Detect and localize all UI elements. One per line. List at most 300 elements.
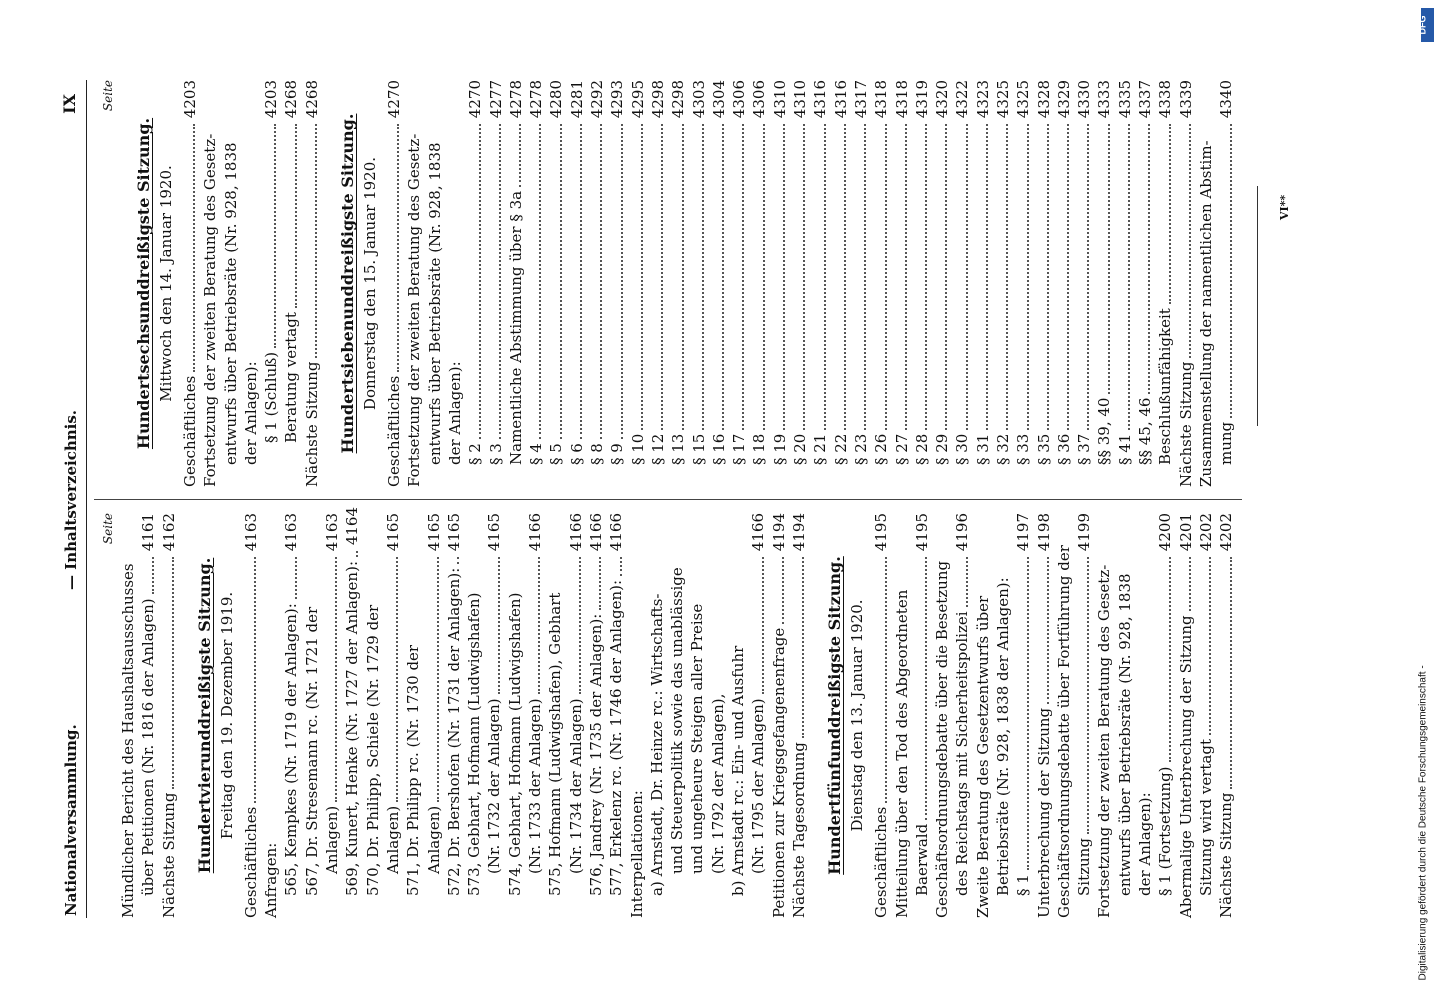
leader-dots [966,557,968,607]
session-date: Donnerstag den 15. Januar 1920. [361,156,380,411]
toc-entry-title: Sitzung wird vertagt [1196,739,1215,896]
session-heading: Hundertfünfunddreißigste Sitzung. [825,556,845,875]
toc-entry [465,80,485,487]
page-number-roman: IX [60,94,79,114]
leader-dots [1067,124,1069,430]
toc-entry-title: § 9 [608,443,627,465]
leader-dots [885,557,887,803]
toc-page-number: 4199 [1075,513,1094,552]
column-divider [94,499,1242,500]
toc-entry-title: § 5 [547,443,566,465]
toc-entry [567,80,587,487]
session-heading: Hundertvierunddreißigste Sitzung. [194,557,214,874]
toc-entry [871,80,891,487]
leader-dots [762,557,764,694]
toc-entry-title: Beschlußunfähigkeit [1156,308,1175,465]
leader-dots [682,124,684,430]
toc-page-number: 4194 [769,513,788,552]
leader-dots [335,557,337,802]
toc-page-number: 4306 [750,80,769,119]
leader-dots [539,124,541,439]
session-date: Dienstag den 13. Januar 1920. [848,599,867,832]
toc-page-number: 4270 [385,80,404,119]
toc-line: b) Arnstadt rc.: Ein- und Ausfuhr [729,645,748,896]
toc-page-number: 4197 [1014,513,1033,552]
toc-entry [159,513,179,918]
toc-line: (Nr. 1792 der Anlagen), [708,693,727,874]
leader-dots [172,557,174,789]
leader-dots [498,557,500,694]
toc-page-number: 4163 [282,513,301,552]
toc-entry [506,80,526,487]
toc-entry [1115,80,1135,487]
toc-line: Fortsetzung der zweiten Beratung des Gesetz- [201,133,220,487]
toc-page-number: 4194 [789,513,808,552]
toc-entry-title: Anlagen) [383,805,402,874]
toc-entry [424,513,444,918]
toc-page-number: 4318 [892,80,911,119]
toc-entry [973,80,993,487]
toc-entry-title: § 30 [953,433,972,465]
toc-entry [1013,80,1033,487]
toc-entry [525,513,545,918]
toc-entry-title: (Nr. 1734 der Anlagen) [566,698,585,874]
toc-entry-title: § 27 [892,433,911,465]
toc-page-number: 4298 [648,80,667,119]
toc-entry-title: § 19 [770,433,789,465]
toc-entry [1054,80,1074,487]
leader-dots [396,557,398,802]
header-rule [86,80,87,918]
toc-line: a) Arnstadt, Dr. Heinze rc.: Wirtschafts- [647,593,666,896]
toc-page-number: 4198 [1034,513,1053,552]
toc-entry-title: 576, Jandrey (Nr. 1735 der Anlagen): [586,613,605,896]
footer-rule [1257,186,1258,426]
toc-entry-title: Nächste Sitzung [159,792,178,918]
toc-line: Mitteilung über den Tod des Abgeordneten [892,589,911,918]
toc-line: Fortsetzung der zweiten Beratung des Gesetz- [405,133,424,487]
toc-line: Mündlicher Bericht des Haushaltsausschusses [119,563,137,918]
toc-entry [769,513,789,918]
toc-page-number: 4316 [831,80,850,119]
leader-dots [356,551,358,557]
toc-line: 567, Dr. Stresemann rc. (Nr. 1721 der [302,606,321,896]
toc-page-number: 4166 [749,513,768,552]
toc-entry-title: des Reichstags mit Sicherheitspolizei [953,611,972,896]
toc-line: Zusammenstellung der namentlichen Abstim- [1196,140,1215,487]
toc-page-number: 4330 [1075,80,1094,119]
toc-entry [668,80,688,487]
leader-dots [1148,124,1150,394]
toc-entry-title: Anlagen) [323,805,342,874]
toc-entry [587,80,607,487]
toc-line: Fortsetzung der zweiten Beratung des Gesetz- [1095,564,1114,918]
toc-entry [241,513,261,918]
toc-page-number: 4333 [1095,80,1114,119]
toc-page-number: 4310 [770,80,789,119]
toc-page-number: 4293 [608,80,627,119]
leader-dots [803,124,805,430]
toc-page-number: 4278 [527,80,546,119]
leader-dots [986,124,988,430]
toc-page-number: 4166 [586,513,605,552]
toc-page-number: 4195 [912,513,931,552]
toc-page-number: 4303 [689,80,708,119]
toc-page-number: 4277 [486,80,505,119]
toc-page-number: 4323 [973,80,992,119]
leader-dots [661,124,663,430]
toc-page-number: 4318 [872,80,891,119]
leader-dots [1087,124,1089,430]
toc-page-number: 4202 [1217,513,1236,552]
leader-dots [152,557,154,594]
toc-line: 573, Gebhart, Hofmann (Ludwigshafen) [465,592,484,896]
toc-entry-title: Nächste Sitzung [1176,361,1195,487]
leader-dots [1189,124,1191,358]
toc-entry [302,80,322,487]
toc-entry-title: § 1 (Schluß) [262,351,281,443]
toc-entry [912,513,932,918]
toc-entry-title: § 28 [912,433,931,465]
toc-entry [831,80,851,487]
toc-entry-title: § 21 [811,433,830,465]
toc-entry [1216,513,1236,918]
toc-page-number: 4281 [567,80,586,119]
toc-page-number: 4306 [730,80,749,119]
toc-page-number: 4163 [241,513,260,552]
toc-page-number: 4329 [1054,80,1073,119]
toc-entry-title: 569, Kunert, Henke (Nr. 1727 der Anlagen): [343,560,362,896]
toc-entry [912,80,932,487]
toc-entry [689,80,709,487]
toc-page-number: 4335 [1115,80,1134,119]
toc-entry-title: § 16 [709,433,728,465]
toc-entry-title: über Petitionen (Nr. 1816 der Anlagen) [139,598,158,896]
leader-dots [802,557,804,738]
session-date: Freitag den 19. Dezember 1919. [217,591,236,840]
dfg-logo [1417,8,1434,42]
toc-entry [261,80,281,487]
toc-entry-title: § 1 (Fortsetzung) [1156,766,1175,896]
toc-entry-title: § 18 [750,433,769,465]
toc-entry [648,80,668,487]
leader-dots [274,124,276,348]
seite-label-left: Seite [101,513,115,545]
toc-page-number: 4195 [872,513,891,552]
toc-page-number: 4316 [811,80,830,119]
toc-page-number: 4298 [669,80,688,119]
toc-entry [342,506,362,918]
toc-entry [1155,513,1175,918]
toc-page-number: 4317 [851,80,870,119]
toc-entry-title: Geschäftliches [385,375,404,487]
toc-entry [383,513,403,918]
leader-dots [1169,124,1171,304]
toc-page-number: 4166 [607,513,626,552]
toc-entry [810,80,830,487]
toc-page-number: 4165 [485,513,504,552]
toc-line: und ungeheure Steigen aller Preise [688,603,707,874]
leader-dots [600,124,602,439]
toc-page-number: 4339 [1176,80,1195,119]
leader-dots [1027,124,1029,430]
toc-entry [1176,80,1196,487]
toc-page-number: 4320 [933,80,952,119]
toc-entry-title: (Nr. 1733 der Anlagen) [526,698,545,874]
toc-entry-title: § 22 [831,433,850,465]
leader-dots [579,557,581,694]
toc-entry-title: Geschäftliches [181,375,199,487]
leader-dots [1027,557,1029,870]
toc-line: 570, Dr. Philipp, Schiele (Nr. 1729 der [363,604,382,896]
toc-page-number: 4328 [1034,80,1053,119]
toc-page-number: 4268 [282,80,301,119]
toc-entry-title: § 32 [993,433,1012,465]
toc-entry-title: (Nr. 1795 der Anlagen) [749,698,768,874]
toc-page-number: 4292 [588,80,607,119]
toc-entry-title: § 29 [933,433,952,465]
leader-dots [824,124,826,430]
session-heading: Hundertsiebenunddreißigste Sitzung. [338,113,358,454]
toc-entry [1074,80,1094,487]
toc-entry [952,513,972,918]
leader-dots [457,557,459,564]
leader-dots [1230,557,1232,789]
toc-entries-right [134,80,1237,487]
toc-entry [384,80,404,487]
toc-line: Zweite Beratung des Gesetzentwurfs über [973,595,992,918]
toc-entry [790,80,810,487]
toc-page-number: 4278 [506,80,525,119]
toc-entry-title: § 12 [648,433,667,465]
toc-entry [1034,513,1054,918]
toc-entry-title: § 35 [1034,433,1053,465]
leader-dots [254,557,256,803]
toc-entry-title: § 8 [588,443,607,465]
toc-entry [444,513,464,918]
toc-entry [1034,80,1054,487]
leader-dots [499,124,501,439]
toc-entry [486,80,506,487]
leader-dots [397,124,399,372]
toc-entry-title: Namentliche Abstimmung über § 3a [506,190,525,465]
toc-entry-title: § 4 [527,443,546,465]
toc-entry-title: § 23 [851,433,870,465]
toc-entry-title: § 33 [1014,433,1033,465]
toc-entry-title: 577, Erkelenz rc. (Nr. 1746 der Anlagen): [607,579,626,896]
toc-entry [1094,80,1114,487]
toc-line: der Anlagen): [1136,792,1155,896]
toc-page-number: 4196 [953,513,972,552]
toc-entry [1074,513,1094,918]
toc-entry-title: § 3 [486,443,505,465]
toc-page-number: 4270 [466,80,485,119]
page-header [62,0,96,1000]
toc-entry-title: Sitzung [1075,838,1094,896]
toc-page-number: 4165 [424,513,443,552]
toc-line: 574, Gebhart, Hofmann (Ludwigshafen) [505,592,524,896]
leader-dots [905,124,907,430]
leader-dots [925,124,927,430]
toc-entry-title: § 10 [628,433,647,465]
toc-page-number: 4325 [1014,80,1033,119]
digitization-note [1418,10,1430,990]
toc-entry [748,513,768,918]
toc-entry [851,80,871,487]
toc-entry [606,513,626,918]
toc-page-number: 4304 [709,80,728,119]
seite-label-right: Seite [101,80,115,112]
toc-page-number: 4162 [159,513,178,552]
toc-entry-title: § 37 [1075,433,1094,465]
toc-line: entwurfs über Betriebsräte (Nr. 928, 1838 [1115,573,1134,896]
leader-dots [193,124,195,372]
toc-entry-title: Nächste Tagesordnung [789,742,808,918]
leader-dots [1047,124,1049,430]
toc-entry-title: Unterbrechung der Sitzung [1034,707,1053,918]
leader-dots [1108,124,1110,394]
header-left-title: Nationalversammlung. [62,724,80,916]
toc-page-number: 4201 [1176,513,1195,552]
toc-entry-title: § 13 [669,433,688,465]
toc-entry-title: § 36 [1054,433,1073,465]
toc-page-number: 4319 [912,80,931,119]
toc-entry [1216,80,1236,487]
toc-page-number: 4202 [1196,513,1215,552]
toc-entry [546,80,566,487]
toc-entry [586,513,606,918]
toc-line: entwurfs über Betriebsräte (Nr. 928, 1838 [221,142,240,465]
leader-dots [1047,557,1049,704]
signature-mark: VI** [1278,194,1291,220]
leader-dots [1189,557,1191,611]
toc-entry-title: Petitionen zur Kriegsgefangenenfrage [769,627,788,918]
toc-line: Geschäftsordnungsdebatte über Fortführung der [1054,545,1073,918]
toc-entry [770,80,790,487]
toc-entry [1176,513,1196,918]
leader-dots [864,124,866,430]
dfg-logo-text: DFG [1417,15,1428,35]
toc-page-number: 4165 [383,513,402,552]
leader-dots [945,124,947,430]
toc-line: 571, Dr. Philipp rc. (Nr. 1730 der [404,644,423,896]
toc-entry [566,513,586,918]
leader-dots [1087,557,1089,834]
toc-entry-title: Nächste Sitzung [1217,792,1236,918]
toc-entry [993,80,1013,487]
toc-entry-title: Nächste Sitzung [302,361,321,487]
toc-entry [1196,513,1216,918]
toc-entry-title: § 1 [1014,874,1033,896]
toc-entry-title: § 31 [973,433,992,465]
toc-entry-title: Beratung vertagt [282,312,301,443]
toc-line: der Anlagen): [241,361,260,465]
leader-dots [621,124,623,439]
toc-entry [789,513,809,918]
toc-column-right [98,80,1236,487]
toc-entry [628,80,648,487]
toc-entry-title: (Nr. 1732 der Anlagen) [485,698,504,874]
leader-dots [966,124,968,430]
leader-dots [763,124,765,430]
toc-page-number: 4164 [343,506,362,546]
toc-page-number: 4203 [181,80,199,119]
toc-column-left [98,506,1236,918]
leader-dots [519,124,521,187]
leader-dots [295,557,297,599]
toc-entry [871,513,891,918]
toc-page-number: 4310 [791,80,810,119]
toc-entry [952,80,972,487]
toc-page-number: 4280 [547,80,566,119]
leader-dots [782,557,784,624]
toc-entry-title: mung [1217,421,1236,465]
toc-line: und Steuerpolitik sowie das unablässige [668,567,687,874]
leader-dots [538,557,540,694]
leader-dots [315,124,317,358]
toc-entry [281,513,301,918]
toc-line: Anfragen: [262,842,281,918]
leader-dots [1230,124,1232,418]
toc-entry-title: § 6 [567,443,586,465]
leader-dots [702,124,704,430]
leader-dots [620,557,622,576]
toc-entry-title: Abermalige Unterbrechung der Sitzung [1176,615,1195,918]
toc-entry [1135,80,1155,487]
toc-page-number: 4166 [566,513,585,552]
leader-dots [844,124,846,430]
leader-dots [925,557,927,820]
toc-page-number: 4165 [444,513,463,552]
session-date: Mittwoch den 14. Januar 1920. [157,165,175,402]
toc-line: Geschäftsordnungsdebatte über die Besetzung [933,560,952,918]
leader-dots [722,124,724,430]
leader-dots [1006,124,1008,430]
leader-dots [1209,557,1211,735]
toc-entries-left [118,506,1237,918]
toc-page-number: 4325 [993,80,1012,119]
toc-page-number: 4322 [953,80,972,119]
leader-dots [479,124,481,439]
toc-entry [322,513,342,918]
toc-line: Interpellationen: [627,790,646,918]
toc-entry-title: § 20 [791,433,810,465]
toc-page-number: 4161 [139,513,158,552]
toc-entry-title: §§ 39, 40 [1095,397,1114,465]
toc-entry [1155,80,1175,487]
leader-dots [1169,557,1171,762]
toc-entry-title: § 41 [1115,433,1134,465]
toc-line: entwurfs über Betriebsräte (Nr. 928, 1838 [425,142,444,465]
toc-entry [180,80,200,487]
toc-entry [281,80,301,487]
toc-line: 575, Hofmann (Ludwigshafen), Gebhart [546,592,565,896]
toc-page-number: 4295 [628,80,647,119]
leader-dots [599,557,601,610]
toc-page-number: 4203 [262,80,281,119]
leader-dots [885,124,887,430]
leader-dots [783,124,785,430]
toc-entry-title: §§ 45, 46 [1136,397,1155,465]
toc-entry [749,80,769,487]
leader-dots [1128,124,1130,430]
toc-page-number: 4166 [526,513,545,552]
leader-dots [437,557,439,802]
toc-entry [729,80,749,487]
toc-entry [892,80,912,487]
toc-entry-title: 572, Dr. Bershofen (Nr. 1731 der Anlagen): [444,567,463,896]
toc-page-number: 4200 [1156,513,1175,552]
